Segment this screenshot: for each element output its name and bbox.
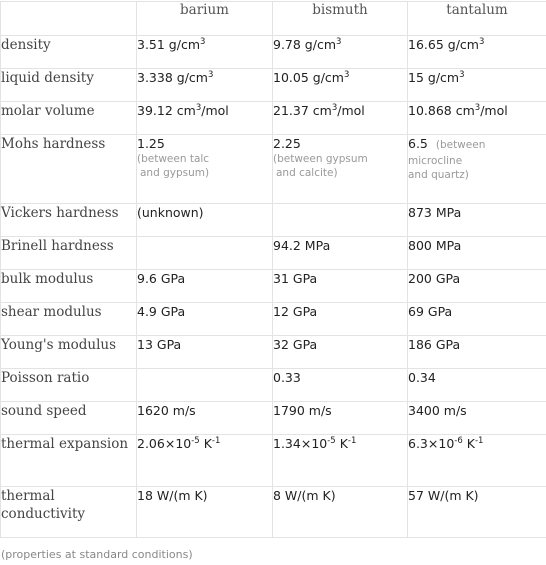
row-label-vickers-hardness: Vickers hardness	[1, 204, 137, 237]
table-row	[1, 102, 546, 135]
thermal-conductivity-barium: 18 W/(m K)	[137, 487, 273, 538]
density-tantalum: 16.65 $g/cm^3$	[408, 36, 546, 69]
table-row	[1, 270, 546, 303]
table-row	[1, 36, 546, 69]
brinell-bismuth: 94.2 MPa	[273, 237, 408, 270]
bulk-tantalum: 200 GPa	[408, 270, 546, 303]
liquid-density-bismuth: 10.05 $g/cm^3$	[273, 69, 408, 102]
header-row	[1, 2, 546, 36]
sound-bismuth: 1790 m/s	[273, 402, 408, 435]
table-row	[1, 336, 546, 369]
table-row	[1, 303, 546, 336]
corner-cell	[1, 2, 137, 36]
mohs-tantalum: 6.5 (between microcline and quartz)	[408, 135, 546, 204]
shear-tantalum: 69 GPa	[408, 303, 546, 336]
young-barium: 13 GPa	[137, 336, 273, 369]
vickers-tantalum: 873 MPa	[408, 204, 546, 237]
molar-volume-tantalum: 10.868 $cm^3$/mol	[408, 102, 546, 135]
young-tantalum: 186 GPa	[408, 336, 546, 369]
row-label-poisson-ratio: Poisson ratio	[1, 369, 137, 402]
brinell-barium	[137, 237, 273, 270]
molar-volume-bismuth: 21.37 $cm^3$/mol	[273, 102, 408, 135]
mohs-barium: 1.25 (between talc and gypsum)	[137, 135, 273, 204]
young-bismuth: 32 GPa	[273, 336, 408, 369]
shear-bismuth: 12 GPa	[273, 303, 408, 336]
table-row	[1, 204, 546, 237]
density-barium: 3.51 $g/cm^3$	[137, 36, 273, 69]
vickers-barium: (unknown)	[137, 204, 273, 237]
column-header-barium: barium	[137, 2, 273, 36]
poisson-barium	[137, 369, 273, 402]
row-label-thermal-conductivity: thermal conductivity	[1, 487, 137, 538]
table-row	[1, 402, 546, 435]
column-header-tantalum: tantalum	[408, 2, 546, 36]
molar-volume-barium: 39.12 $cm^3$/mol	[137, 102, 273, 135]
row-label-density: density	[1, 36, 137, 69]
row-label-brinell-hardness: Brinell hardness	[1, 237, 137, 270]
row-label-bulk-modulus: bulk modulus	[1, 270, 137, 303]
row-label-sound-speed: sound speed	[1, 402, 137, 435]
row-label-molar-volume: molar volume	[1, 102, 137, 135]
liquid-density-tantalum: 15 $g/cm^3$	[408, 69, 546, 102]
thermal-conductivity-bismuth: 8 W/(m K)	[273, 487, 408, 538]
table-row	[1, 435, 546, 487]
brinell-tantalum: 800 MPa	[408, 237, 546, 270]
table-row	[1, 369, 546, 402]
thermal-expansion-bismuth: $1.34\times 10^{-5}$ $K^{-1}$	[273, 435, 408, 487]
row-label-shear-modulus: shear modulus	[1, 303, 137, 336]
poisson-tantalum: 0.34	[408, 369, 546, 402]
vickers-bismuth	[273, 204, 408, 237]
density-bismuth: 9.78 $g/cm^3$	[273, 36, 408, 69]
table-row	[1, 237, 546, 270]
row-label-youngs-modulus: Young's modulus	[1, 336, 137, 369]
liquid-density-barium: 3.338 $g/cm^3$	[137, 69, 273, 102]
table-row	[1, 487, 546, 538]
shear-barium: 4.9 GPa	[137, 303, 273, 336]
thermal-expansion-barium: $2.06\times 10^{-5}$ $K^{-1}$	[137, 435, 273, 487]
column-header-bismuth: bismuth	[273, 2, 408, 36]
thermal-expansion-tantalum: $6.3\times 10^{-6}$ $K^{-1}$	[408, 435, 546, 487]
sound-tantalum: 3400 m/s	[408, 402, 546, 435]
footer-note: (properties at standard conditions)	[1, 548, 193, 561]
row-label-liquid-density: liquid density	[1, 69, 137, 102]
row-label-mohs-hardness: Mohs hardness	[1, 135, 137, 204]
thermal-conductivity-tantalum: 57 W/(m K)	[408, 487, 546, 538]
poisson-bismuth: 0.33	[273, 369, 408, 402]
properties-table	[0, 1, 546, 538]
bulk-bismuth: 31 GPa	[273, 270, 408, 303]
mohs-bismuth: 2.25 (between gypsum and calcite)	[273, 135, 408, 204]
sound-barium: 1620 m/s	[137, 402, 273, 435]
table-row	[1, 135, 546, 204]
row-label-thermal-expansion: thermal expansion	[1, 435, 137, 487]
bulk-barium: 9.6 GPa	[137, 270, 273, 303]
table-row	[1, 69, 546, 102]
